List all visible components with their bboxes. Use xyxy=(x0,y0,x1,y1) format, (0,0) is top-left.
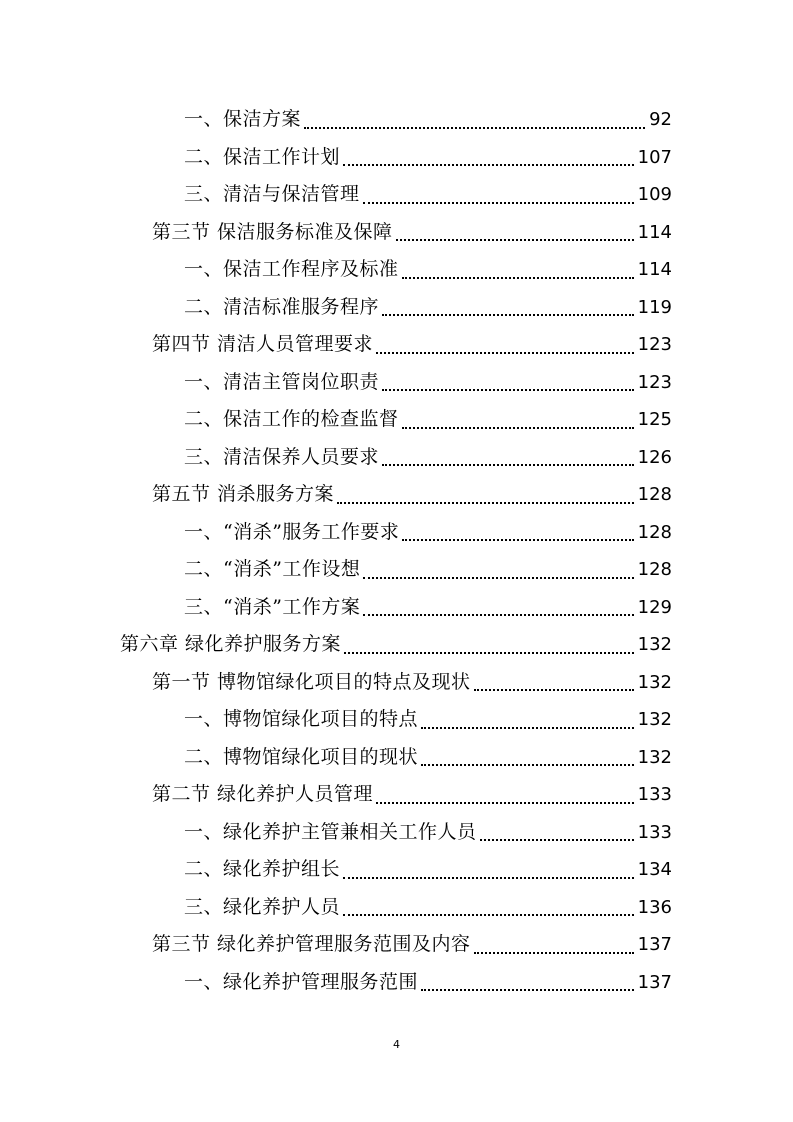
toc-chapter[interactable] xyxy=(0,626,672,664)
toc-entry[interactable] xyxy=(0,401,672,439)
toc-entry-title: 一、保洁工作程序及标准 xyxy=(184,258,399,280)
toc-entry[interactable] xyxy=(0,814,672,852)
toc-entry-title: 一、“消杀”服务工作要求 xyxy=(184,520,400,543)
toc-entry-page: 92 xyxy=(649,109,672,130)
toc-entry[interactable] xyxy=(0,701,672,739)
toc-entry-title: 一、博物馆绿化项目的特点 xyxy=(184,708,419,730)
toc-dot-leader xyxy=(382,464,634,466)
toc-dot-leader xyxy=(343,914,634,916)
toc-entry[interactable] xyxy=(0,364,672,402)
toc-entry[interactable] xyxy=(0,139,672,177)
toc-section-title: 第二节 绿化养护人员管理 xyxy=(152,783,374,805)
toc-section-title: 第三节 绿化养护管理服务范围及内容 xyxy=(152,933,471,955)
toc-section-title: 第四节 清洁人员管理要求 xyxy=(152,333,374,355)
toc-dot-leader xyxy=(304,127,645,129)
toc-dot-leader xyxy=(363,577,633,579)
toc-entry-page: 132 xyxy=(637,709,672,730)
toc-section-page: 132 xyxy=(637,671,672,693)
toc-entry-title: 一、保洁方案 xyxy=(184,108,302,130)
toc-entry[interactable] xyxy=(0,439,672,477)
toc-dot-leader xyxy=(363,202,634,204)
toc-entry-page: 137 xyxy=(637,971,672,993)
toc-section-page: 128 xyxy=(637,484,672,505)
toc-entry-title: 一、绿化养护主管兼相关工作人员 xyxy=(184,820,477,843)
toc-entry[interactable] xyxy=(0,289,672,327)
toc-entry[interactable] xyxy=(0,251,672,289)
toc-entry-title: 一、绿化养护管理服务范围 xyxy=(184,970,419,993)
toc-entry-title: 二、绿化养护组长 xyxy=(184,858,341,880)
toc-entry-title: 三、清洁保养人员要求 xyxy=(184,445,380,468)
toc-section-title: 第三节 保洁服务标准及保障 xyxy=(152,220,393,243)
toc-entry-title: 二、保洁工作的检查监督 xyxy=(184,408,399,430)
toc-section-page: 123 xyxy=(637,334,672,355)
toc-dot-leader xyxy=(343,164,634,166)
toc-dot-leader xyxy=(382,389,634,391)
toc-entry[interactable] xyxy=(0,589,672,627)
toc-section[interactable] xyxy=(0,326,672,364)
toc-entry-page: 129 xyxy=(637,596,672,618)
toc-dot-leader xyxy=(344,652,634,654)
toc-entry[interactable] xyxy=(0,551,672,589)
toc-dot-leader xyxy=(402,277,634,279)
toc-entry-page: 136 xyxy=(637,896,672,918)
toc-entry-title: 一、清洁主管岗位职责 xyxy=(184,370,380,393)
toc-entry[interactable] xyxy=(0,889,672,927)
toc-entry-title: 二、清洁标准服务程序 xyxy=(184,295,380,318)
page-number: 4 xyxy=(393,1038,400,1051)
toc-entry-title: 三、“消杀”工作方案 xyxy=(184,595,361,618)
toc-section[interactable] xyxy=(0,476,672,514)
toc-entry-page: 128 xyxy=(637,521,672,543)
toc-dot-leader xyxy=(402,539,633,541)
toc-chapter-page: 132 xyxy=(637,634,672,655)
toc-chapter-title: 第六章 绿化养护服务方案 xyxy=(120,633,342,655)
toc-section[interactable] xyxy=(0,214,672,252)
toc-entry-title: 二、保洁工作计划 xyxy=(184,145,341,168)
toc-entry[interactable] xyxy=(0,964,672,1002)
toc-section-page: 133 xyxy=(637,784,672,805)
toc-dot-leader xyxy=(480,839,634,841)
toc-entry-page: 132 xyxy=(637,746,672,768)
toc-entry-title: 二、博物馆绿化项目的现状 xyxy=(184,745,419,768)
toc-entry-page: 107 xyxy=(637,146,672,168)
toc-section-title: 第一节 博物馆绿化项目的特点及现状 xyxy=(152,670,471,693)
toc-dot-leader xyxy=(337,502,634,504)
toc-entry[interactable] xyxy=(0,514,672,552)
toc-dot-leader xyxy=(421,764,634,766)
toc-dot-leader xyxy=(376,352,634,354)
toc-section[interactable] xyxy=(0,926,672,964)
toc-entry[interactable] xyxy=(0,851,672,889)
toc-entry-page: 126 xyxy=(637,446,672,468)
toc-entry-page: 123 xyxy=(637,371,672,393)
toc-dot-leader xyxy=(376,802,634,804)
toc-entry-page: 114 xyxy=(637,259,672,280)
toc-dot-leader xyxy=(382,314,634,316)
toc-dot-leader xyxy=(474,952,634,954)
toc-entry-page: 109 xyxy=(637,184,672,205)
toc-dot-leader xyxy=(363,614,633,616)
toc-entry-page: 125 xyxy=(637,409,672,430)
toc-dot-leader xyxy=(402,427,634,429)
toc-entry[interactable] xyxy=(0,176,672,214)
toc-entry-page: 128 xyxy=(637,559,672,580)
toc-entry-title: 二、“消杀”工作设想 xyxy=(184,558,361,580)
toc-dot-leader xyxy=(421,727,634,729)
toc-entry-page: 119 xyxy=(637,296,672,318)
toc-dot-leader xyxy=(421,989,634,991)
toc-dot-leader xyxy=(343,877,634,879)
toc-section-page: 114 xyxy=(637,221,672,243)
toc-section-page: 137 xyxy=(637,934,672,955)
toc-entry-title: 三、清洁与保洁管理 xyxy=(184,183,360,205)
toc-section-title: 第五节 消杀服务方案 xyxy=(152,483,335,505)
toc-section[interactable] xyxy=(0,664,672,702)
toc-entry-page: 133 xyxy=(637,821,672,843)
toc-entry-title: 三、绿化养护人员 xyxy=(184,895,341,918)
toc-dot-leader xyxy=(396,239,634,241)
toc-dot-leader xyxy=(474,689,634,691)
table-of-contents xyxy=(0,101,793,1001)
toc-entry[interactable] xyxy=(0,101,672,139)
toc-entry-page: 134 xyxy=(637,859,672,880)
toc-entry[interactable] xyxy=(0,739,672,777)
toc-section[interactable] xyxy=(0,776,672,814)
